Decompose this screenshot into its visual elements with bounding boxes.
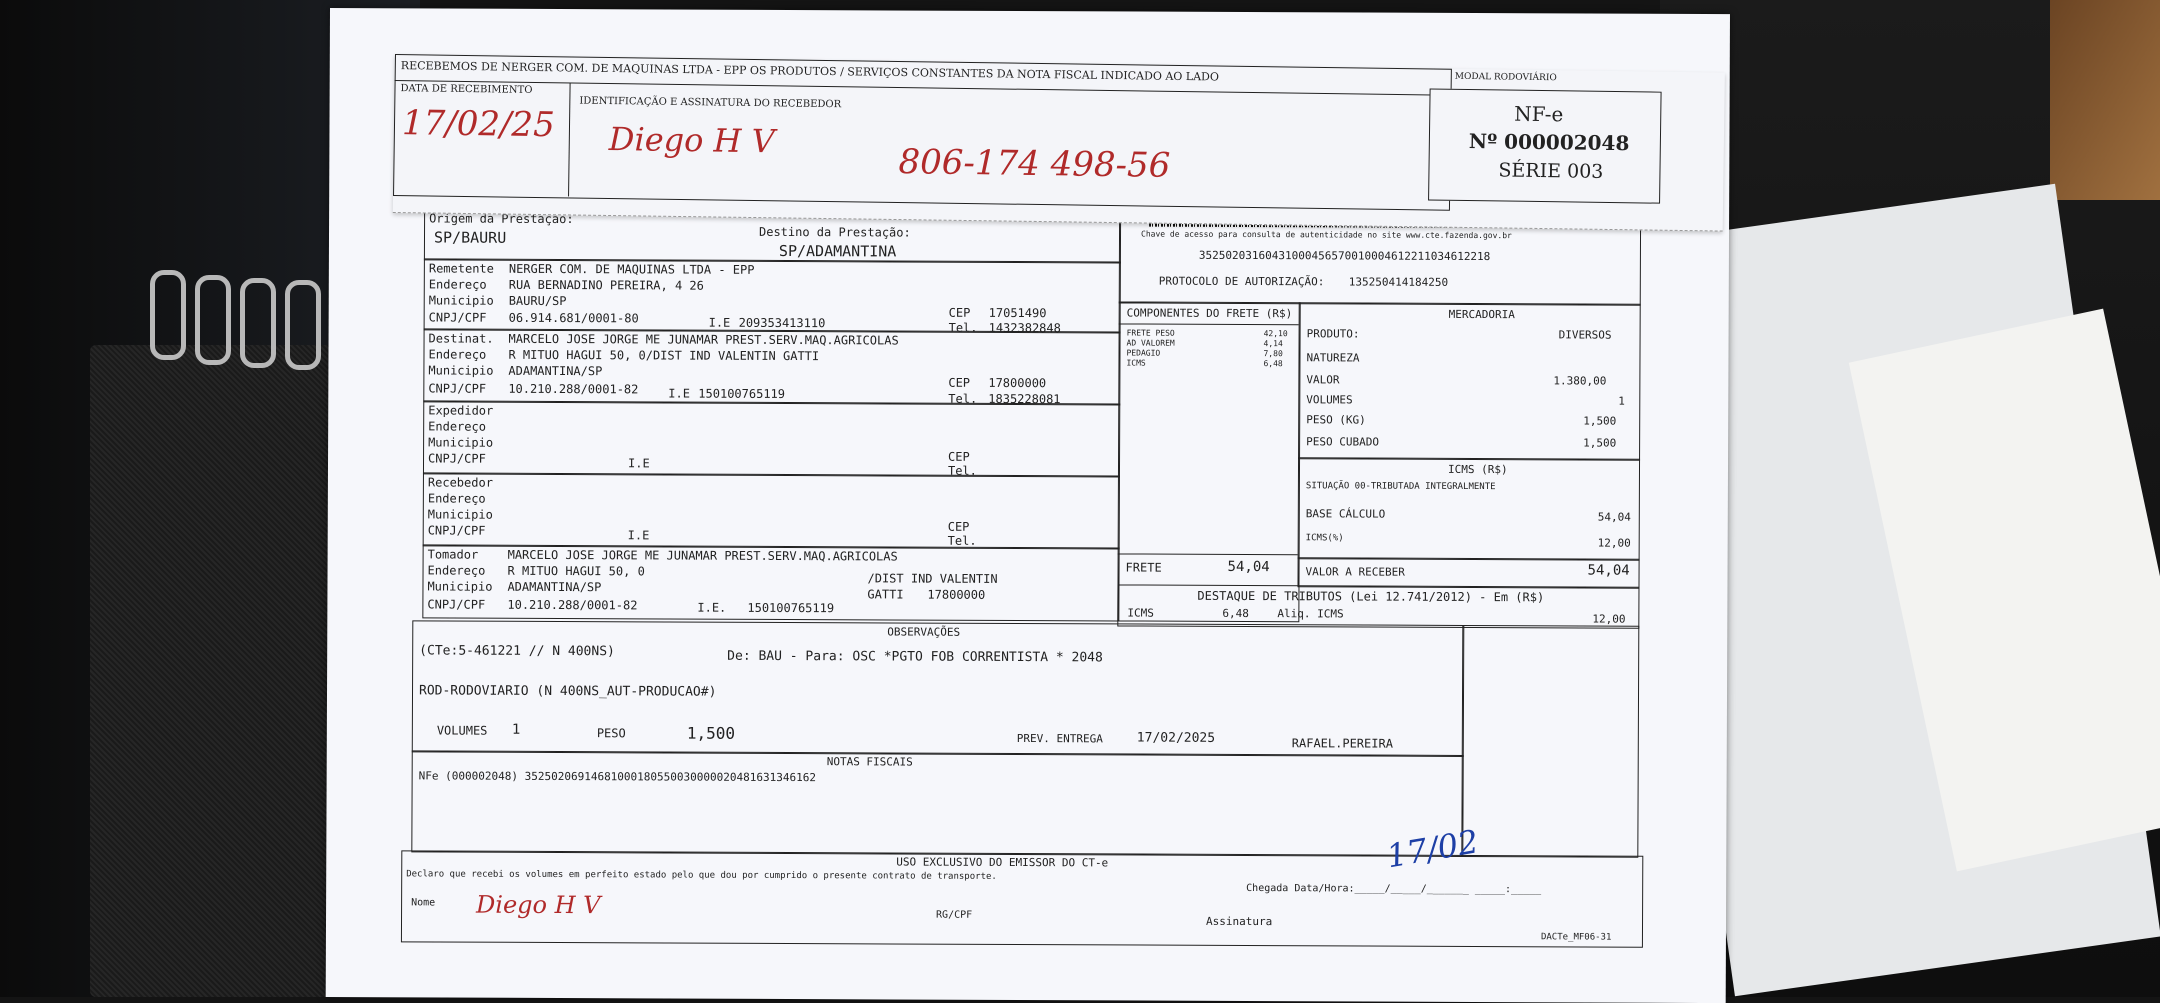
recebedor-label: Recebedor bbox=[427, 475, 493, 490]
recebedor-tel-label: Tel. bbox=[947, 533, 977, 548]
remetente-ie-label: I.E bbox=[708, 315, 731, 330]
remetente-cep: 17051490 bbox=[988, 305, 1047, 321]
expedidor-cnpj-label: CNPJ/CPF bbox=[428, 451, 486, 466]
obs-line2: ROD-RODOVIARIO (N 400NS_AUT-PRODUCAO#) bbox=[418, 683, 717, 700]
observacoes-right-box bbox=[1461, 625, 1639, 858]
aliq-label: ICMS(%) bbox=[1305, 533, 1344, 544]
origem-label: Origem da Prestação: bbox=[429, 211, 574, 227]
origem-value: SP/BAURU bbox=[433, 228, 507, 247]
tributos-aliq: 12,00 bbox=[1592, 612, 1626, 626]
obs-volumes-label: VOLUMES bbox=[436, 723, 488, 738]
blue-signature: 17/02 bbox=[1383, 822, 1482, 876]
destinatario-ie: 150100765119 bbox=[698, 386, 786, 401]
stub-header: RECEBEMOS DE NERGER COM. DE MAQUINAS LTDA - EPP OS PRODUTOS / SERVIÇOS CONSTANTES DA NOTA FISCAL INDICADO AO LADO bbox=[400, 59, 1220, 84]
chegada: Chegada Data/Hora:_____/_____/_______ _____:_____ bbox=[1246, 883, 1542, 896]
destino-value: SP/ADAMANTINA bbox=[778, 241, 897, 261]
expedidor-mun-label: Municipio bbox=[428, 435, 494, 450]
destinatario-nome: MARCELO JOSE JORGE ME JUNAMAR PREST.SERV.MAQ.AGRICOLAS bbox=[508, 331, 899, 348]
destinatario-mun-label: Municipio bbox=[428, 363, 494, 378]
componente-label: FRETE PESO bbox=[1126, 328, 1175, 338]
obs-peso-label: PESO bbox=[596, 726, 626, 741]
stub-data-label: DATA DE RECEBIMENTO bbox=[400, 83, 533, 96]
recebedor-mun-label: Municipio bbox=[427, 507, 493, 522]
stub-ident-label: IDENTIFICAÇÃO E ASSINATURA DO RECEBEDOR bbox=[579, 95, 842, 111]
tomador-end: R MITUO HAGUI 50, 0 bbox=[507, 563, 645, 579]
protocolo-label: PROTOCOLO DE AUTORIZAÇÃO: bbox=[1158, 274, 1325, 289]
destinatario-end-label: Endereço bbox=[428, 347, 487, 362]
nome-label: Nome bbox=[411, 897, 436, 909]
componente-value: 6,48 bbox=[1263, 359, 1283, 369]
tomador-mun-label: Municipio bbox=[427, 579, 493, 594]
remetente-label: Remetente bbox=[428, 261, 494, 276]
notas-line: NFe (000002048) 35250206914681000180550030000020481631346162 bbox=[418, 769, 817, 785]
expedidor-cep-label: CEP bbox=[948, 449, 970, 464]
stub-doc-handwritten: 806-174 498-56 bbox=[898, 142, 1171, 186]
notebook-cover bbox=[90, 345, 350, 997]
tomador-mun: ADAMANTINA/SP bbox=[507, 579, 602, 595]
componente-value: 42,10 bbox=[1263, 329, 1288, 339]
obs-line1b: De: BAU - Para: OSC *PGTO FOB CORRENTISTA * 2048 bbox=[727, 648, 1103, 666]
recebedor-cnpj-label: CNPJ/CPF bbox=[427, 523, 486, 538]
tomador-end2: /DIST IND VALENTIN bbox=[867, 571, 998, 586]
produto-value: DIVERSOS bbox=[1558, 328, 1612, 342]
tomador-nome: MARCELO JOSE JORGE ME JUNAMAR PREST.SERV.MAQ.AGRICOLAS bbox=[507, 547, 898, 564]
uso-title: USO EXCLUSIVO DO EMISSOR DO CT-e bbox=[896, 855, 1109, 870]
volumes-label: VOLUMES bbox=[1306, 393, 1353, 407]
componente-label: PEDAGIO bbox=[1126, 348, 1161, 358]
tomador-end3: GATTI bbox=[867, 587, 904, 602]
aliq-value: 12,00 bbox=[1597, 536, 1631, 550]
frete-value: 54,04 bbox=[1227, 558, 1270, 576]
prev-entrega-label: PREV. ENTREGA bbox=[1016, 732, 1103, 746]
componentes-title: COMPONENTES DO FRETE (R$) bbox=[1126, 306, 1293, 321]
remetente-cep-label: CEP bbox=[948, 305, 971, 320]
tributos-icms-label: ICMS bbox=[1127, 606, 1154, 620]
obs-line1a: (CTe:5-461221 // N 400NS) bbox=[419, 643, 615, 660]
nome-signature: Diego H V bbox=[476, 890, 601, 920]
icms-title: ICMS (R$) bbox=[1447, 462, 1508, 477]
cubado-value: 1,500 bbox=[1583, 436, 1617, 450]
remetente-cnpj-label: CNPJ/CPF bbox=[428, 310, 487, 325]
stub-signature: Diego H V bbox=[608, 119, 776, 161]
destinatario-ie-label: I.E bbox=[668, 386, 691, 401]
valor-label: VALOR bbox=[1306, 373, 1340, 387]
destinatario-end: R MITUO HAGUI 50, 0/DIST IND VALENTIN GATTI bbox=[508, 347, 820, 364]
remetente-mun: BAURU/SP bbox=[508, 293, 567, 309]
volumes-value: 1 bbox=[1618, 394, 1625, 408]
observacoes-title: OBSERVAÇÕES bbox=[887, 625, 961, 639]
assinatura-label: Assinatura bbox=[1205, 914, 1273, 929]
componente-label: AD VALOREM bbox=[1126, 338, 1175, 348]
notas-box bbox=[411, 750, 1463, 857]
remetente-end-label: Endereço bbox=[428, 277, 487, 292]
recebedor-cep-label: CEP bbox=[947, 519, 970, 534]
natureza-label: NATUREZA bbox=[1306, 351, 1360, 365]
destinatario-cnpj: 10.210.288/0001-82 bbox=[508, 381, 639, 397]
cubado-label: PESO CUBADO bbox=[1306, 435, 1380, 449]
expedidor-end-label: Endereço bbox=[428, 419, 487, 434]
mercadoria-title: MERCADORIA bbox=[1448, 307, 1515, 322]
destinatario-mun: ADAMANTINA/SP bbox=[508, 363, 603, 379]
peso-label: PESO (KG) bbox=[1306, 413, 1366, 427]
responsavel: RAFAEL.PEREIRA bbox=[1291, 736, 1393, 751]
tomador-ie: 150100765119 bbox=[747, 600, 835, 616]
destinatario-label: Destinat. bbox=[428, 331, 494, 346]
remetente-cnpj: 06.914.681/0001-80 bbox=[508, 310, 639, 326]
tributos-icms: 6,48 bbox=[1222, 606, 1249, 621]
expedidor-label: Expedidor bbox=[428, 403, 494, 418]
destinatario-cnpj-label: CNPJ/CPF bbox=[428, 381, 487, 396]
peso-value: 1,500 bbox=[1583, 414, 1617, 428]
wood-edge bbox=[2050, 0, 2160, 200]
destinatario-cep-label: CEP bbox=[948, 375, 971, 390]
produto-label: PRODUTO: bbox=[1306, 327, 1360, 341]
base-calculo-label: BASE CÁLCULO bbox=[1305, 507, 1386, 521]
prev-entrega: 17/02/2025 bbox=[1136, 730, 1216, 746]
destinatario-tel-label: Tel. bbox=[948, 391, 978, 406]
obs-peso: 1,500 bbox=[686, 723, 736, 743]
expedidor-tel-label: Tel. bbox=[947, 463, 977, 478]
nfe-label: NF-e bbox=[1514, 101, 1564, 127]
tributos-aliq-label: Aliq. ICMS bbox=[1277, 607, 1344, 621]
tomador-cnpj-label: CNPJ/CPF bbox=[427, 597, 486, 612]
rg-label: RG/CPF bbox=[936, 909, 973, 921]
remetente-ie: 209353413110 bbox=[738, 315, 826, 331]
receipt-stub bbox=[393, 54, 1725, 232]
destinatario-tel: 1835228081 bbox=[988, 391, 1061, 407]
recebedor-ie-label: I.E bbox=[627, 528, 650, 543]
remetente-nome: NERGER COM. DE MAQUINAS LTDA - EPP bbox=[508, 261, 755, 277]
recebedor-box bbox=[423, 472, 1120, 549]
base-calculo-value: 54,04 bbox=[1597, 510, 1631, 524]
obs-volumes: 1 bbox=[511, 721, 521, 738]
dacte-footer: DACTe_MF06-31 bbox=[1540, 932, 1612, 943]
tomador-cep: 17800000 bbox=[927, 587, 986, 602]
expedidor-box bbox=[423, 400, 1120, 477]
componente-value: 7,80 bbox=[1263, 349, 1283, 359]
tributos-title: DESTAQUE DE TRIBUTOS (Lei 12.741/2012) - Em (R$) bbox=[1197, 588, 1545, 605]
tomador-label: Tomador bbox=[427, 547, 479, 562]
componente-label: ICMS bbox=[1126, 358, 1146, 368]
destinatario-cep: 17800000 bbox=[988, 375, 1047, 391]
recebedor-end-label: Endereço bbox=[427, 491, 486, 506]
remetente-tel-label: Tel. bbox=[948, 320, 978, 335]
nfe-serie: SÉRIE 003 bbox=[1498, 159, 1604, 183]
valor-receber-label: VALOR A RECEBER bbox=[1305, 565, 1405, 579]
nfe-numero: Nº 000002048 bbox=[1468, 129, 1630, 156]
declaro: Declaro que recebi os volumes em perfeito estado pelo que dou por cumprido o presente contrato de transporte. bbox=[406, 869, 997, 882]
remetente-end: RUA BERNADINO PEREIRA, 4 26 bbox=[508, 277, 704, 293]
valor-receber-value: 54,04 bbox=[1587, 562, 1630, 579]
frete-label: FRETE bbox=[1125, 560, 1162, 575]
chave-acesso: 35250203160431000456570010004612211034612218 bbox=[1198, 248, 1491, 264]
stub-date-handwritten: 17/02/25 bbox=[401, 103, 556, 146]
notas-title: NOTAS FISCAIS bbox=[826, 755, 913, 769]
valor-value: 1.380,00 bbox=[1553, 374, 1607, 388]
expedidor-ie-label: I.E bbox=[627, 456, 650, 471]
tomador-cnpj: 10.210.288/0001-82 bbox=[507, 597, 638, 613]
remetente-tel: 1432382848 bbox=[988, 320, 1061, 336]
componente-value: 4,14 bbox=[1263, 339, 1283, 349]
tomador-end-label: Endereço bbox=[427, 563, 486, 578]
stub-corner: MODAL RODOVIÁRIO bbox=[1454, 71, 1557, 84]
tomador-ie-label: I.E. bbox=[697, 600, 727, 615]
protocolo: 135250414184250 bbox=[1348, 275, 1449, 289]
chave-label: Chave de acesso para consulta de autenticidade no site www.cte.fazenda.gov.br bbox=[1141, 229, 1512, 241]
icms-situacao: SITUAÇÃO 00-TRIBUTADA INTEGRALMENTE bbox=[1305, 481, 1496, 493]
remetente-mun-label: Municipio bbox=[428, 293, 494, 308]
destino-label: Destino da Prestação: bbox=[758, 224, 911, 240]
